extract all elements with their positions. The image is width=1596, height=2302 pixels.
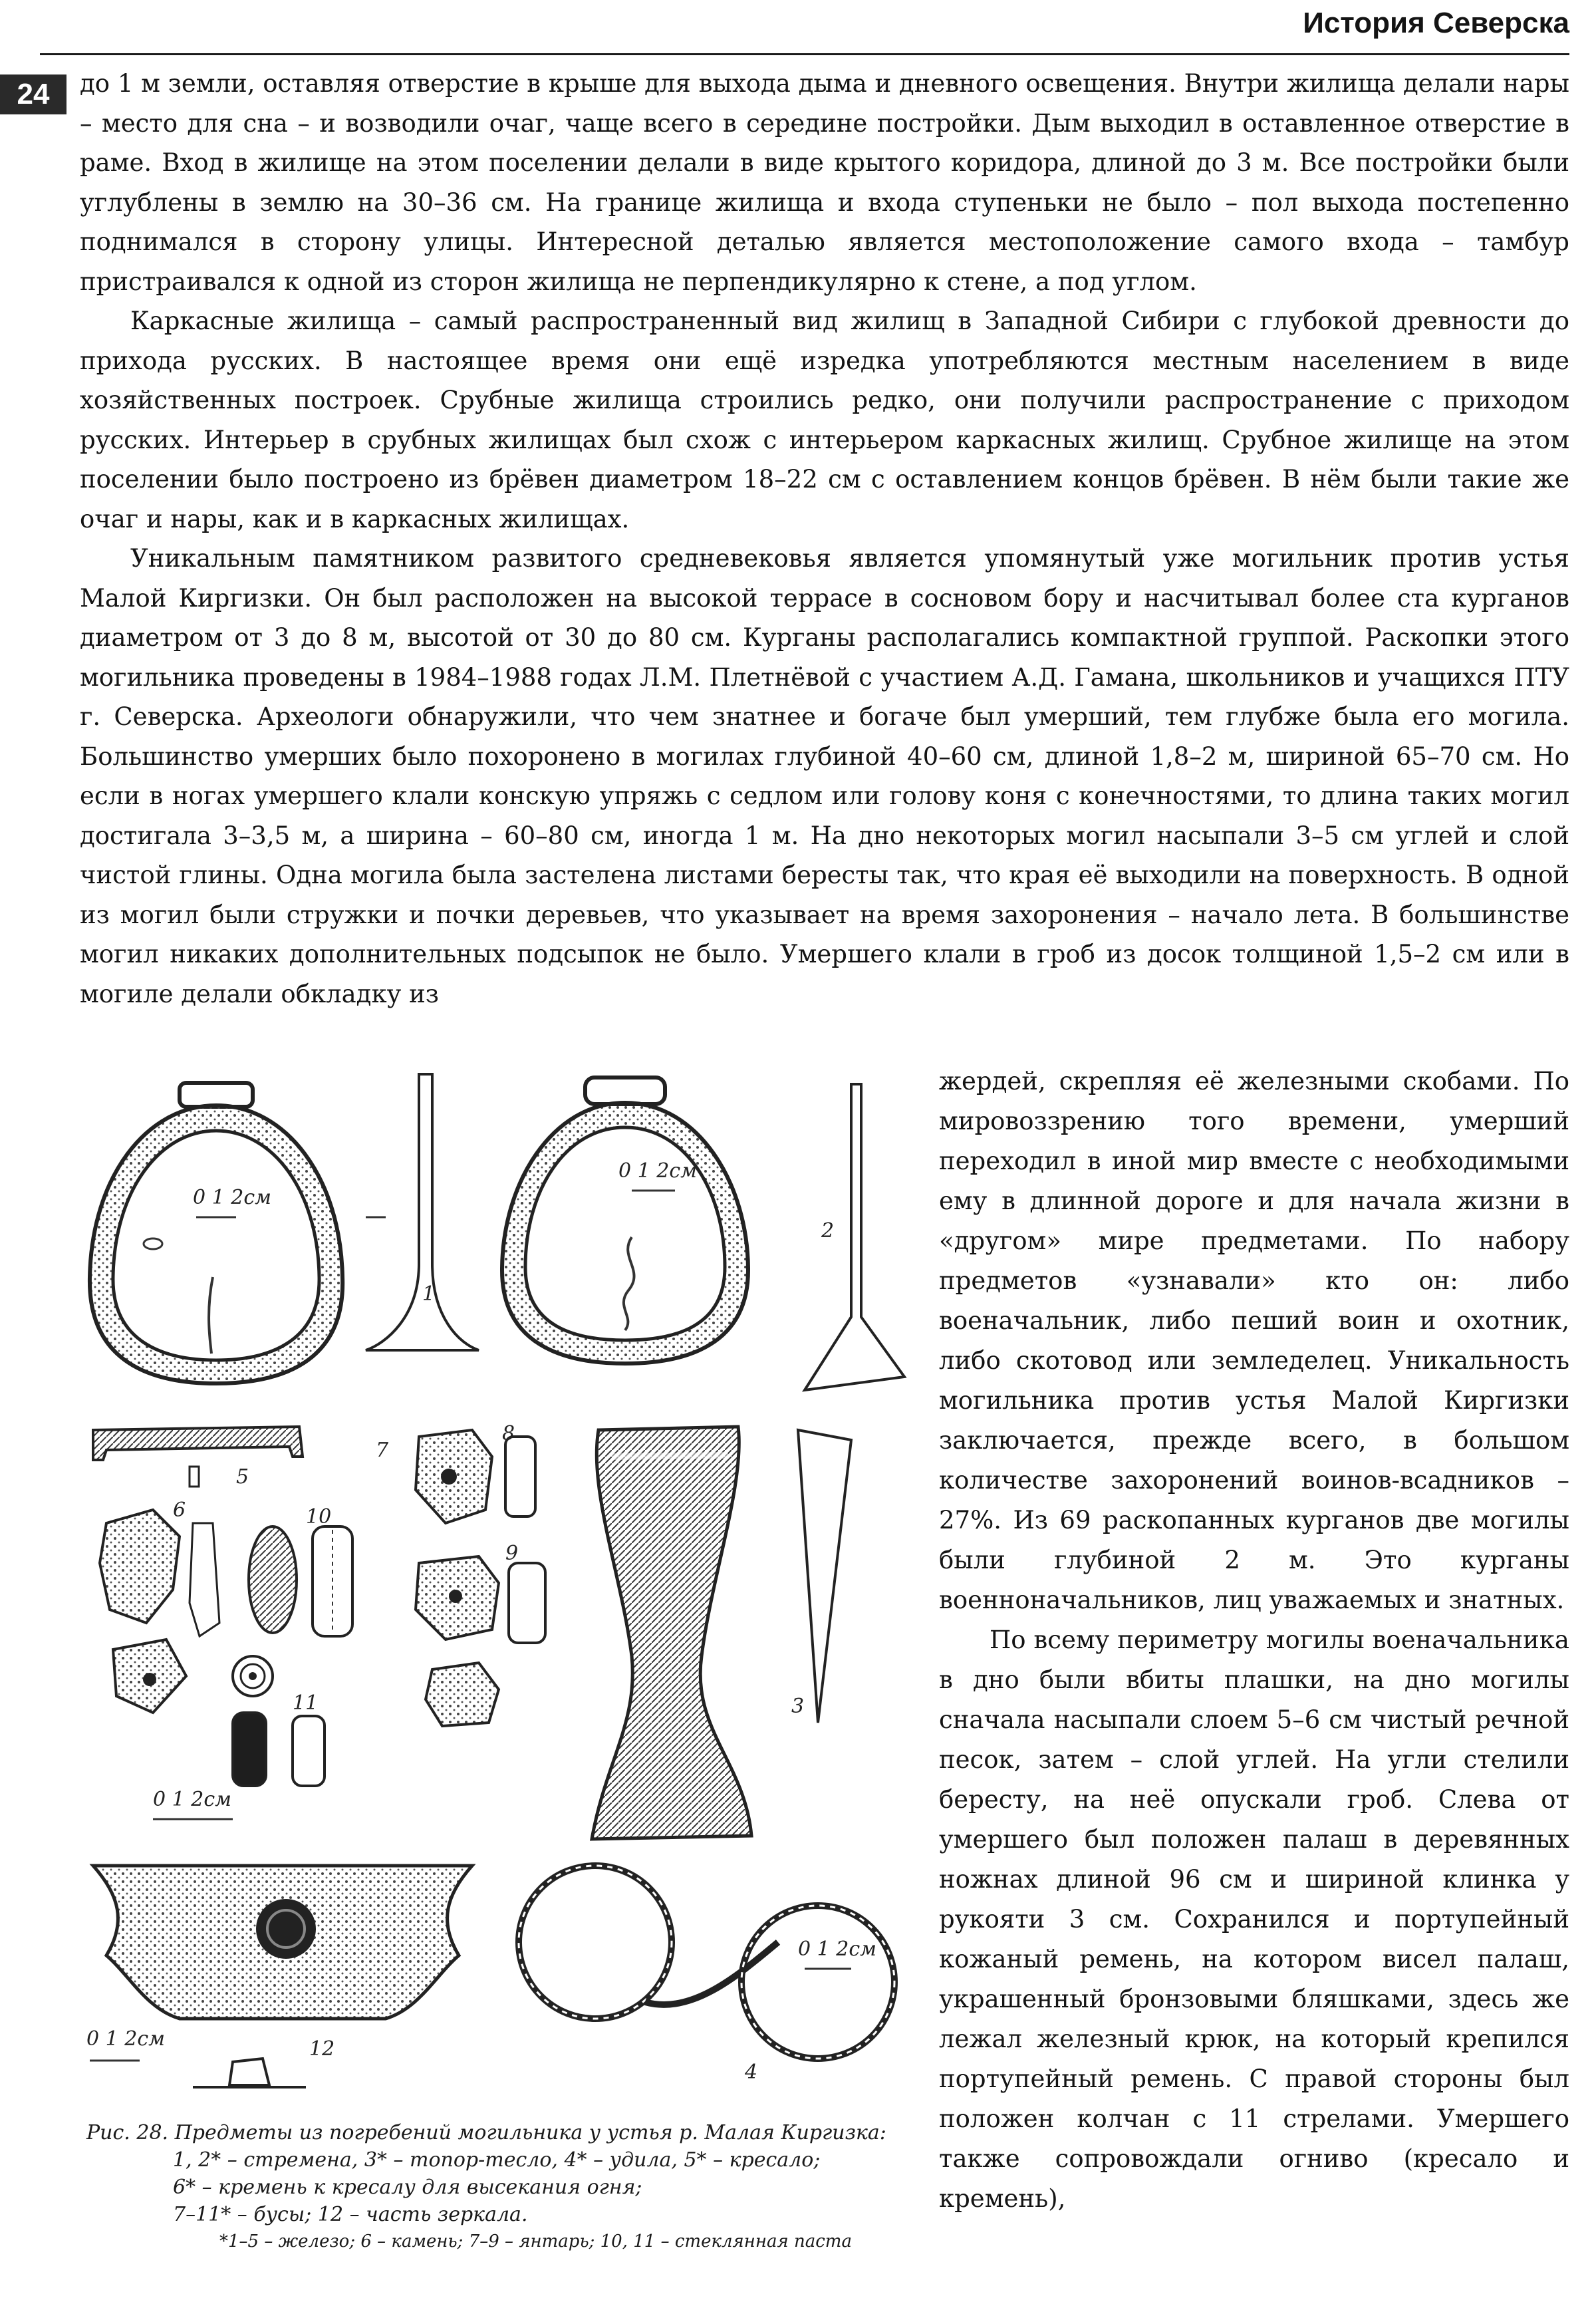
caption-line-3: 6* – кремень к кресалу для высекания огня; — [173, 2176, 642, 2199]
bits-scale: 0 1 2см — [798, 1938, 877, 1961]
artifact-drawings — [73, 1058, 911, 2122]
label-9: 9 — [505, 1542, 519, 1565]
label-12: 12 — [309, 2037, 335, 2061]
caption-line-2: 1, 2* – стремена, 3* – топор-тесло, 4* – удила, 5* – кресало; — [173, 2148, 821, 2172]
mirror-fragment-drawing — [86, 1866, 472, 2087]
stirrup-2-scale: 0 1 2см — [618, 1159, 698, 1183]
paragraph-1: до 1 м земли, оставляя отверстие в крыше для выхода дыма и дневного освещения. Внутри жилища делали нары – место для сна – и возводили очаг, чаще всего в середине постройки. Дым выходил в оставленное отверстие в раме. Вход в жилище на этом поселении делали в виде крытого коридора, длиной до 3 м. Все постройки были углублены в землю на 30–36 см. На границе жилища и входа ступеньки не было – пол выхода постепенно поднимался в сторону улицы. Интересной деталью является местоположение самого входа – тамбур пристраивался к одной из сторон жилища не перпендикулярно к стене, а под углом. — [80, 69, 1569, 296]
beads-drawing — [153, 1505, 352, 1819]
mirror-scale: 0 1 2см — [86, 2027, 166, 2051]
label-3: 3 — [791, 1695, 805, 1718]
stirrup-2-drawing — [502, 1078, 904, 1390]
side-column-text — [939, 1062, 1569, 2219]
label-1: 1 — [422, 1282, 436, 1306]
caption-line-1: Рис. 28. Предметы из погребений могильника у устья р. Малая Киргизка: — [86, 2121, 886, 2144]
beads-scale: 0 1 2см — [153, 1788, 232, 1811]
label-5: 5 — [236, 1465, 249, 1489]
fire-steel-drawing — [93, 1427, 303, 1489]
paragraph-2: Каркасные жилища – самый распространенный вид жилищ в Западной Сибири с глубокой древности до прихода русских. В настоящее время они ещё изредка употребляются местным населением в виде хозяйственных построек. Срубные жилища строились редко, они получили распространение с приходом русских. Интерьер в срубных жилищах был схож с интерьером каркасных жилищ. Срубное жилище на этом поселении было построено из брёвен диаметром 18–22 см с оставлением концов брёвен. В нём были такие же очаг и нары, как и в каркасных жилищах. — [80, 307, 1569, 533]
figure-caption — [86, 2119, 924, 2255]
running-header-title: История Северска — [1303, 7, 1569, 39]
amber-drawing — [376, 1422, 545, 1726]
label-7: 7 — [376, 1439, 389, 1462]
label-8: 8 — [502, 1422, 515, 1445]
horse-bits-drawing — [519, 1866, 894, 2084]
side-paragraph-1: жердей, скрепляя её железными скобами. По мировоззрению того времени, умерший переходил в иной мир вместе с необходимыми ему в длинной дороге и для начала жизни в «другом» мире предметами. По набору предметов «узнавали» кто он: либо военачальник, либо пеший воин и охотник, либо скотовод или земледелец. Уникальность могильника против устья Малой Киргизки заключается, прежде всего, в большом количестве захоронений воинов-всадников – 27%. Из 69 раскопанных курганов две могилы были глубиной 2 м. Это курганы военноначальников, лиц уважаемых и знатных. — [939, 1067, 1569, 1614]
paragraph-3: Уникальным памятником развитого средневековья является упомянутый уже могильник против устья Малой Киргизки. Он был расположен на высокой террасе в сосновом бору и насчитывал более ста курганов диаметром от 3 до 8 м, высотой от 30 до 80 см. Курганы располагались компактной группой. Раскопки этого могильника проведены в 1984–1988 годах Л.М. Плетнёвой с участием А.Д. Гамана, школьников и учащихся ПТУ г. Северска. Археологи обнаружили, что чем знатнее и богаче был умерший, тем глубже была его могила. Большинство умерших было похоронено в могилах глубиной 40–60 см, длиной 1,8–2 м, шириной 65–70 см. Но если в ногах умершего клали конскую упряжь с седлом или голову коня с конечностями, то длина таких могил достигала 3–3,5 м, а ширина – 60–80 см, иногда 1 м. На дно некоторых могил насыпали 3–5 см углей и слой чистой глины. Одна могила была застелена листами бересты так, что края её выходили на поверхность. В одной из могил были стружки и почки деревьев, что указывает на время захоронения – начало лета. В большинстве могил никаких дополнительных подсыпок не было. Умершего клали в гроб из досок толщиной 1,5–2 см или в могиле делали обкладку из — [80, 544, 1569, 1008]
flint-drawing — [100, 1499, 219, 1713]
page-number-badge: 24 — [0, 74, 66, 114]
stirrup-1-drawing — [90, 1074, 479, 1383]
main-text — [80, 64, 1569, 1014]
caption-line-4: 7–11* – бусы; 12 – часть зеркала. — [173, 2203, 528, 2226]
side-paragraph-2: По всему периметру могилы военачальника в дно были вбиты плашки, на дно могилы сначала насыпали слоем 5–6 см чистый речной песок, затем – слой углей. На угли стелили бересту, на неё опускали гроб. Слева от умершего был положен палаш в деревянных ножнах длиной 96 см и шириной клинка у рукояти 3 см. Сохранился и портупейный кожаный ремень, на котором висел палаш, украшенный бронзовыми бляшками, здесь же лежал железный крюк, на который крепился портупейный ремень. С правой стороны был положен колчан с 11 стрелами. Умершего также сопровождали огниво (кресало и кремень), — [939, 1626, 1569, 2213]
figure-28-artifacts — [73, 1058, 911, 2122]
adze-axe-drawing — [592, 1427, 851, 1839]
caption-line-5: *1–5 – железо; 6 – камень; 7–9 – янтарь; 10, 11 – стеклянная паста — [219, 2231, 852, 2251]
label-6: 6 — [173, 1499, 186, 1522]
label-2: 2 — [821, 1219, 835, 1242]
stirrup-1-scale: 0 1 2см — [193, 1186, 272, 1209]
label-11: 11 — [293, 1691, 319, 1715]
header-rule — [40, 53, 1569, 55]
label-10: 10 — [306, 1505, 332, 1528]
label-4: 4 — [745, 2061, 758, 2084]
